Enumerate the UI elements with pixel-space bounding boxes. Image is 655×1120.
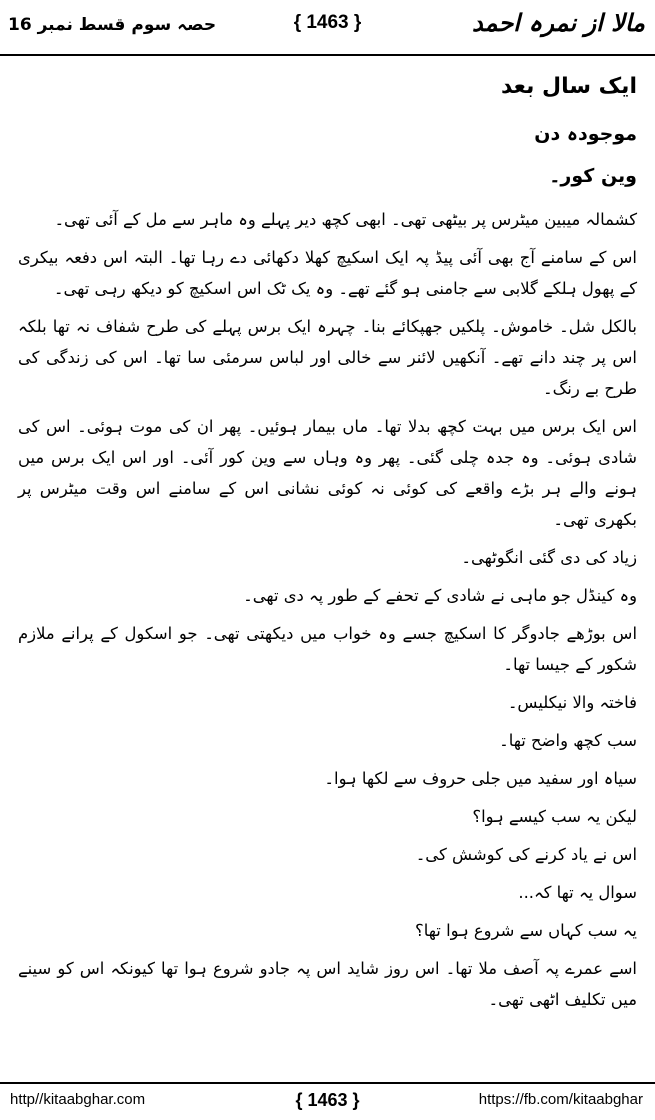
header-page-number: { 1463 } [293,12,362,33]
paragraph: اس بوڑھے جادوگر کا اسکیچ جسے وہ خواب میں دیکھتی تھی۔ جو اسکول کے پرانے ملازم شکور کے جیسا تھا۔ [18,624,637,674]
paragraph: یہ سب کہاں سے شروع ہوا تھا؟ [415,921,637,940]
section-heading: ایک سال بعد [500,74,637,99]
paragraph: وہ کینڈل جو ماہی نے شادی کے تحفے کے طور پہ دی تھی۔ [243,586,637,605]
paragraph: اس نے یاد کرنے کی کوشش کی۔ [415,845,637,864]
paragraph: سوال یہ تھا کہ... [518,883,637,902]
paragraph: لیکن یہ سب کیسے ہوا؟ [472,807,637,826]
footer-page-number: { 1463 } [295,1090,360,1110]
facebook-link[interactable]: https://fb.com/kitaabghar [478,1091,643,1108]
page-header [0,0,655,52]
paragraph: بالکل شل۔ خاموش۔ پلکیں جھپکائے بنا۔ چہرہ ایک برس پہلے کی طرح شفاف نہ تھا بلکہ اس پر چند دانے تھے۔ آنکھیں لائنر سے خالی اور لباس سرمئی سا تھا۔ اس کی زندگی کی طرح بے رنگ۔ [18,317,637,398]
subheading-location: وین کور۔ [549,165,637,187]
paragraph: سیاہ اور سفید میں جلی حروف سے لکھا ہوا۔ [324,769,637,788]
subheading-present-day: موجودہ دن [534,123,637,145]
paragraph: اس ایک برس میں بہت کچھ بدلا تھا۔ ماں بیمار ہوئیں۔ پھر ان کی موت ہوئی۔ اس کی شادی ہوئی۔ وہ جدہ چلی گئی۔ پھر وہ وہاں سے وین کور آئی۔ اور اس ایک برس میں ہونے والے ہر بڑے واقعے کی کوئی نہ کوئی نشانی اس کے سامنے اس وقت میٹرس پر بکھری تھی۔ [18,417,637,529]
paragraph: فاختہ والا نیکلیس۔ [507,693,637,712]
book-title: مالا از نمرہ احمد [471,8,645,37]
page-footer [0,1082,655,1120]
paragraph: اسے عمرے پہ آصف ملا تھا۔ اس روز شاید اس پہ جادو شروع ہوا تھا کیونکہ اس کو سینے میں تکلیف اٹھی تھی۔ [18,959,637,1009]
paragraph: زیاد کی دی گئی انگوٹھی۔ [461,548,637,567]
header-divider [0,54,655,56]
paragraph: اس کے سامنے آج بھی آئی پیڈ پہ ایک اسکیچ کھلا دکھائی دے رہا تھا۔ البتہ اس دفعہ بیکری کے پھول ہلکے گلابی سے جامنی ہو گئے تھے۔ وہ یک ٹک اس اسکیچ کو دیکھ رہی تھی۔ [18,248,637,298]
footer-divider [0,1082,655,1084]
paragraph: کشمالہ میبین میٹرس پر بیٹھی تھی۔ ابھی کچھ دیر پہلے وہ ماہر سے مل کے آئی تھی۔ [54,210,637,229]
page-body [18,72,637,1022]
part-episode-label: حصہ سوم قسط نمبر 16 [8,15,217,35]
website-link[interactable]: http//kitaabghar.com [10,1091,146,1108]
paragraph: سب کچھ واضح تھا۔ [499,731,637,750]
